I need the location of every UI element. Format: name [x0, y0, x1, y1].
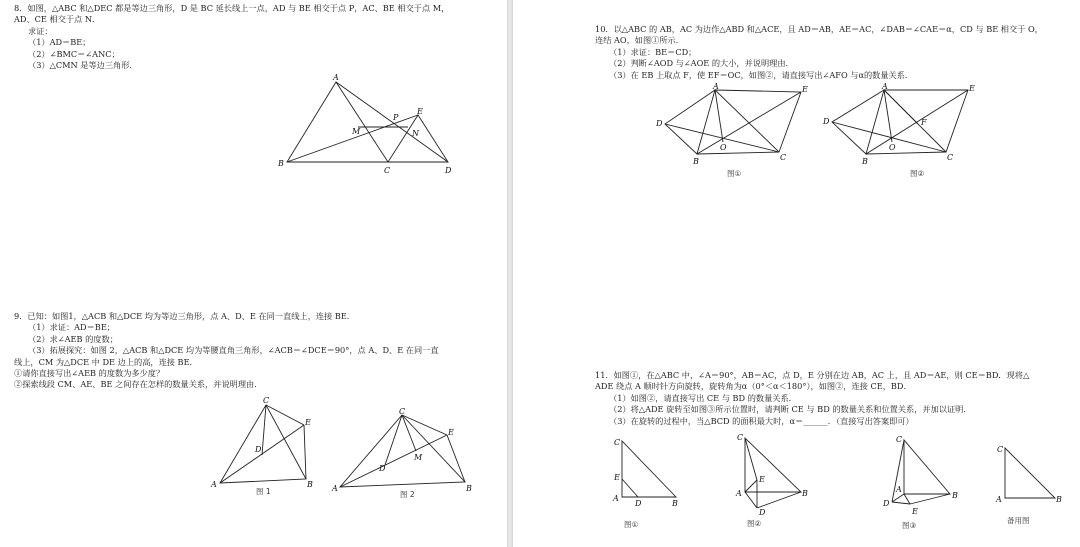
q9f2-label-a: A — [332, 484, 338, 493]
q10f2-label-f: F — [921, 118, 927, 127]
q8-line: （1）AD＝BE； — [28, 37, 91, 48]
q8-label-e: E — [417, 107, 423, 116]
q11f3-label-e: E — [912, 507, 918, 516]
q9f1-label-b: B — [307, 480, 313, 489]
q10f1-label-d: D — [656, 119, 663, 128]
q9f1-label-a: A — [211, 480, 217, 489]
q9f2-label-m: M — [414, 453, 423, 462]
q9-line: （3）拓展探究：如图 2，△ACB 和△DCE 均为等腰直角三角形，∠ACB＝∠DCE＝90°，点 A、D、E 在同一直 — [28, 345, 439, 356]
q11f2-label-d: D — [759, 508, 766, 517]
q8-label-c: C — [384, 166, 391, 175]
q11f2-label-b: B — [802, 489, 808, 498]
q11f2-label-a: A — [736, 489, 742, 498]
q9f2-label-e: E — [448, 428, 454, 437]
q10-figure-2 — [818, 82, 983, 180]
q9f2-label-b: B — [466, 484, 472, 493]
q11-line: （1）如图②，请直接写出 CE 与 BD 的数量关系． — [609, 392, 797, 403]
q8-line: 求证： — [28, 25, 53, 36]
q8-label-d: D — [445, 166, 452, 175]
q11f4-caption: 备用图 — [1007, 516, 1030, 525]
q10f2-caption: 图② — [910, 169, 925, 178]
q11f2-label-c: C — [737, 433, 744, 442]
q9f1-label-d: D — [255, 445, 262, 454]
q9f1-label-e: E — [305, 418, 311, 427]
q11-line: 11．如图①，在△ABC 中，∠A＝90°，AB＝AC，点 D，E 分别在边 AB，AC 上，且 AD＝AE，则 CE＝BD．现将△ — [595, 370, 1030, 380]
q9f2-label-d: D — [379, 464, 386, 473]
q10f2-label-a: A — [882, 82, 888, 91]
q8-figure — [270, 70, 470, 180]
q10-line: （2）判断∠AOD 与∠AOE 的大小，并说明理由． — [609, 58, 794, 69]
question-10 — [595, 24, 1043, 81]
q9-line: ②探索线段 CM、AE、BE 之间存在怎样的数量关系，并说明理由． — [14, 379, 263, 390]
question-9 — [14, 311, 439, 391]
q8-line: 8．如图，△ABC 和△DEC 都是等边三角形，D 是 BC 延长线上一点，AD 与 BE 相交于点 P，AC、BE 相交于点 M， — [14, 3, 450, 13]
q11-line: ADE 绕点 A 顺时针方向旋转，旋转角为α（0°＜α＜180°），如图②，连接 CE，BD． — [595, 381, 912, 392]
q10f1-label-a: A — [713, 82, 719, 91]
q10f2-label-c: C — [947, 153, 954, 162]
q8-line: AD、CE 相交于点 N． — [14, 14, 101, 25]
q9-line: （2）求∠AEB 的度数； — [28, 333, 118, 344]
q10f1-label-b: B — [693, 157, 699, 166]
q10f1-label-o: O — [720, 143, 727, 152]
q9-line: ①请你直接写出∠AEB 的度数为多少度？ — [14, 368, 165, 379]
q10-figure-1 — [653, 82, 813, 180]
q11-line: （3）在旋转的过程中，当△BCD 的面积最大时，α＝______．（直接写出答案即可） — [609, 415, 914, 426]
q11f3-label-c: C — [896, 435, 903, 444]
question-8 — [14, 3, 449, 71]
q10f2-label-d: D — [823, 117, 830, 126]
q11-figure-2 — [735, 430, 830, 532]
q8-line: （3）△CMN 是等边三角形． — [28, 60, 138, 71]
q11f1-label-a: A — [613, 494, 619, 503]
question-11 — [595, 370, 1029, 427]
q9-figure-1 — [208, 395, 323, 500]
q11f3-label-a: A — [896, 485, 902, 494]
page-right — [513, 0, 1080, 547]
q11f1-label-e: E — [614, 473, 620, 482]
q9f2-caption: 图 2 — [400, 490, 415, 499]
q11f1-label-c: C — [614, 438, 621, 447]
q11f3-caption: 图③ — [902, 521, 917, 530]
q11f1-caption: 图① — [624, 520, 639, 529]
q10-line: （3）在 EB 上取点 F，使 EF＝OC，如图②，请直接写出∠AFO 与α的数量关系． — [609, 69, 914, 80]
q10f2-label-o: O — [889, 143, 896, 152]
q11-figure-1 — [610, 433, 690, 533]
q11-figure-3 — [880, 432, 970, 532]
q10f2-label-b: B — [862, 157, 868, 166]
q10f1-label-c: C — [780, 153, 787, 162]
q10f2-label-e: E — [969, 84, 975, 93]
q8-label-b: B — [278, 159, 284, 168]
q9-line: （1）求证：AD＝BE； — [28, 322, 115, 333]
q9-line: 9．已知：如图1，△ACB 和△DCE 均为等边三角形，点 A、D、E 在同一直线上，连接 BE． — [14, 311, 355, 321]
q9-figure-2 — [330, 405, 475, 500]
q11f2-label-e: E — [759, 475, 765, 484]
q11f2-caption: 图② — [747, 519, 762, 528]
q8-line: （2）∠BMC＝∠ANC； — [28, 48, 120, 59]
q11-figure-4 — [991, 440, 1071, 530]
q11f4-label-a: A — [996, 495, 1002, 504]
q11f1-label-b: B — [672, 499, 678, 508]
q11f4-label-b: B — [1056, 495, 1062, 504]
q8-label-m: M — [352, 127, 361, 136]
q11f3-label-b: B — [952, 491, 958, 500]
q9f1-label-c: C — [263, 396, 270, 405]
q10f1-label-e: E — [802, 85, 808, 94]
q9f1-caption: 图 1 — [256, 487, 271, 496]
q8-label-n: N — [412, 129, 419, 138]
q11f3-label-d: D — [883, 499, 890, 508]
page-left — [0, 0, 507, 547]
q10-line: （1）求证：BE＝CD； — [609, 46, 697, 57]
q11f1-label-d: D — [635, 499, 642, 508]
q10-line: 连结 AO，如图①所示． — [595, 35, 684, 46]
q10f1-caption: 图① — [727, 169, 742, 178]
q11f4-label-c: C — [997, 445, 1004, 454]
q9-line: 线上，CM 为△DCE 中 DE 边上的高，连接 BE． — [14, 356, 198, 367]
q9f2-label-c: C — [399, 407, 406, 416]
q11-line: （2）将△ADE 旋转至如图③所示位置时，请判断 CE 与 BD 的数量关系和位置关系，并加以证明． — [609, 404, 972, 415]
q8-label-p: P — [393, 113, 399, 122]
q8-label-a: A — [333, 73, 339, 82]
q10-line: 10．以△ABC 的 AB，AC 为边作△ABD 和△ACE，且 AD＝AB，AE＝AC，∠DAB＝∠CAE＝α，CD 与 BE 相交于 O， — [595, 24, 1043, 34]
